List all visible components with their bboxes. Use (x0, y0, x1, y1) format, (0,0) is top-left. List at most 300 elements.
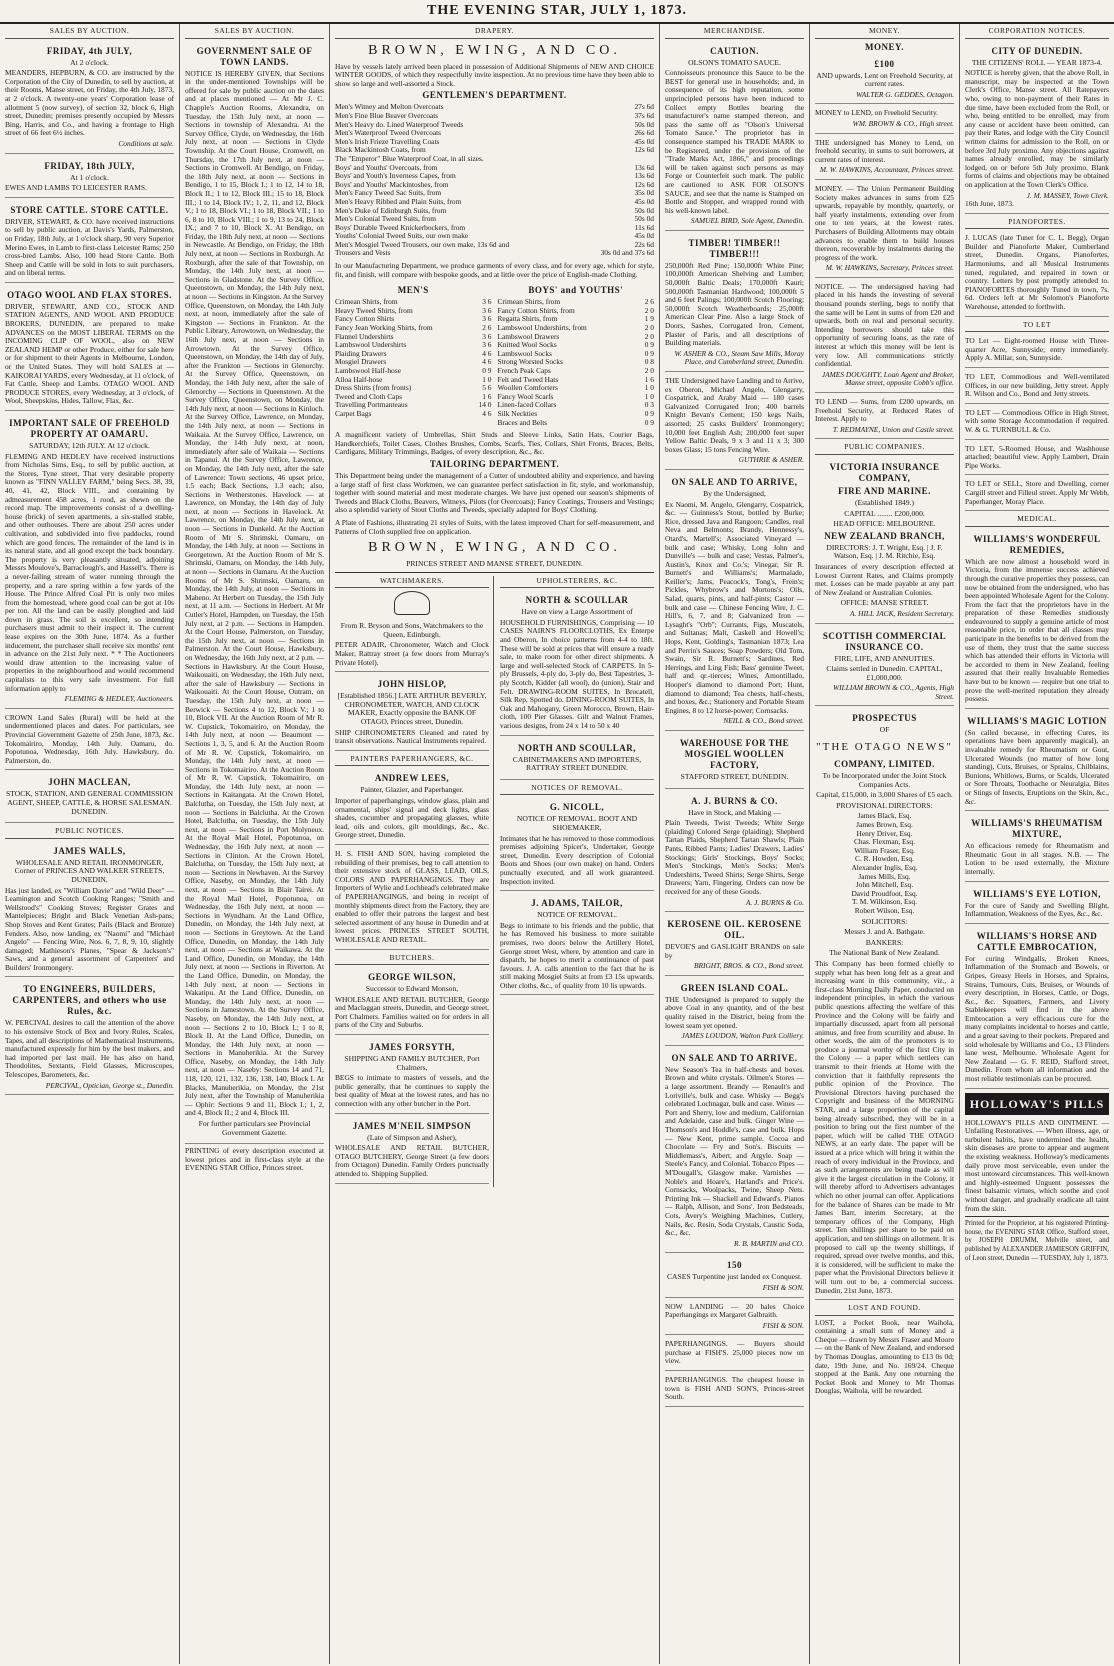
section-heading: SALES BY AUCTION. (185, 26, 324, 39)
ad-sub: Have in Stock, and Making — (688, 807, 781, 817)
item-name: Woollen Comforters (497, 383, 558, 393)
ad-sub: STOCK, STATION, AND GENERAL COMMISSION AGENT, SHEEP, CATTLE, & HORSE SALESMAN. DUNEDIN. (6, 789, 173, 816)
advertisement (500, 798, 654, 891)
advertisement (665, 792, 804, 913)
fashion-plate-text: A Plate of Fashions, illustrating 21 styles of Suits, with the latest improved Chart for self-measurement, and Patterns of Cloth supplied free on application. (335, 517, 654, 536)
item-price: 1 9 (644, 314, 654, 324)
item-name: Braces and Belts (497, 417, 548, 427)
ad-body: NOTICE is hereby given, that the above Roll, in manuscript, may be inspected at the Town Clerk's Office, Manse street. All Ratepayers who, owing to non-payment of their Rates in due time, have been excluded from the Roll, or who, being entitled to be enrolled, may from any cause or accident have been omitted, can pay their Rates, and lodge with the City Council written claims for admission to the Roll, on or before 3rd July proximo. Any objections against names already enrolled, may be similarly lodged, on or before 5th July proximo. Blank forms of claims and objections may be obtained on application at the Town Clerk's Office. (965, 68, 1109, 189)
director-name: David Proudfoot, Esq. (851, 888, 918, 898)
ad-body: THE Undersigned have Landing and to Arrive, ex Oberon, Michael Angelo, Glengarry, Cospatrick, and Araby Maid — 180 cases Galvanized Corrugated Iron; 400 barrels Knight Bevan's Cement; 150 kegs Nails, assorted; 25 casks Builders' Ironmongery; 10,000 feet English Ash; 200,000 feet super Yellow Baltic Deals, 9 x 3 and 11 x 3; 300 boxes Glass; 15 tons Fencing Wire. (665, 376, 804, 454)
advertisement (335, 968, 489, 1035)
ad-sign: A. J. BURNS & Co. (745, 897, 804, 907)
ad-sign: JAMES LOUDON, Walton Park Colliery. (681, 1031, 804, 1041)
ad-sign: FLEMING & HEDLEY, Auctioneers. (64, 694, 174, 704)
paper-name: "THE OTAGO NEWS" (816, 741, 953, 754)
item-name: Men's Colonial Tweed Suits, from (335, 214, 437, 224)
ad-title: COMPANY, LIMITED. (834, 759, 935, 770)
advertisement (665, 915, 804, 976)
ad-sign: BRIGHT, BROS. & CO., Bond street. (693, 961, 804, 971)
item-name: Crimean Shirts, from (497, 297, 561, 307)
ad-title: JAMES FORSYTH, (369, 1042, 455, 1053)
item-name: Men's Duke of Edinburgh Suits, from (335, 205, 447, 215)
item-name: Fancy Cotton Shirts (335, 314, 395, 324)
pianoforte-ad: J. LUCAS (late Tuner for C. L. Begg), Organ Builder and Pianoforte Maker, Cumberland street, Dunedin. Organs, Pianofortes, Harmoniums, and all Musical Instruments tuned, regulated, and repaired in town or country. Letters by post promptly attended to. PIANOFORTES thoroughly Tuned in town, 7s. 6d. Orders left at Mr Solomon's Pianoforte Warehouse, attended to forthwith. (965, 232, 1109, 316)
ad-sign: M. W. HAWKINS, Accountant, Princes street. (819, 165, 954, 175)
advertisement (5, 201, 174, 283)
ad-body: Has just landed, ex "William Davie" and "Wild Deer" — Leamington and Scotch Cooking Ranges; "Smith and Wellstood's" Cooking Stoves; Register Grates and Mantelpieces; Bright and Black Venetian Ash-pans; Shop Stoves and Kent Grates; Pails (Black and Bronze) Fenders. Also, now landing, ex "Naomi" and "Michael Angelo" — Fencing Wire, Nos. 6, 7, 8, 9, 10, slightly damaged; Mathieson's Planes, "Spear & Jackson's" Saws, and a general assortment of Carpenters' and Builders' Ironmongery. (5, 885, 174, 972)
item-name: Fancy Wool Scarfs (497, 391, 554, 401)
firm-address: PRINCES STREET AND MANSE STREET, DUNEDIN. (406, 559, 583, 569)
mens-heading: MEN'S (397, 285, 429, 296)
firm-name: BROWN, EWING, AND CO. (368, 42, 621, 58)
item-name: Boys' Durable Tweed Knickerbockers, from (335, 222, 466, 232)
firm-name: BROWN, EWING, AND CO. (368, 540, 621, 556)
ad-sub: Have on view a Large Assortment of (521, 607, 633, 617)
item-price: 14 0 (478, 400, 492, 410)
advertisement (665, 1049, 804, 1253)
ad-sign: T. REDMAYNE, Union and Castle street. (832, 424, 954, 434)
item-price: 27s 6d (634, 102, 654, 112)
item-name: Felt and Tweed Hats (497, 374, 559, 384)
ad-sub: At 1 o'clock. (70, 172, 109, 182)
ad-body: Intimates that he has removed to those commodious premises adjoining Spicer's, Undertaker, George street, Dunedin. Every description of Colonial Boots and Shoes (our own make) on hand. Orders punctually executed, and all work guaranteed. Inspection invited. (500, 833, 654, 886)
section-heading: PAINTERS PAPERHANGERS, &C. (335, 754, 489, 767)
advertisement (5, 157, 174, 198)
item-name: Lambswool Undershirts (335, 340, 407, 350)
item-price: 0 3 (644, 400, 654, 410)
ad-body: W. PERCIVAL desires to call the attention of the above to his extensive Stock of Box and Ivory Rules, Scales, Tapes, and all descriptions of Mathematical Instruments, manufactured expressly for him by the best makers, and had imported per last mail. He has also on hand, Theodolites, Sextants, Field Glasses, Microscopes, Telescopes, Barometers, &c. (5, 1018, 174, 1080)
ad-title: TO ENGINEERS, BUILDERS, CARPENTERS, and others who use Rules, &c. (12, 984, 167, 1017)
ad-body: An efficacious remedy for Rheumatism and Rheumatic Gout in all stages. N.B. — The Lotion to be used externally, the Mixture internally. (965, 841, 1109, 876)
gents-price-list (335, 103, 654, 258)
ad-sub: To be Incorporated under the Joint Stock Companies Acts. (822, 771, 947, 789)
item-name: Boys' and Youth's Inverness Capes, from (335, 171, 456, 181)
section-heading: CORPORATION NOTICES. (965, 26, 1109, 39)
ad-title: OTAGO WOOL AND FLAX STORES. (7, 289, 172, 300)
ad-sub: Capital, £15,000, in 3,000 Shares of £5 each. (816, 790, 953, 800)
ad-title: ON SALE AND TO ARRIVE. (671, 1052, 798, 1063)
advertisement (665, 1374, 804, 1407)
royal-arms-icon (394, 591, 430, 615)
ad-title: G. NICOLL, (549, 802, 605, 813)
holloway-text: HOLLOWAY'S PILLS AND OINTMENT. — Unfailing Restoratives. — When illness, age, or turbulent habits, have undermined the health, skin diseases are prone to appear and augment the existing weakness. Holloway's medicaments daily prove most serviceable, even under the most untoward circumstances. This well-known and highly-esteemed Unguent possesses the finest balsamic virtues, which soothe and cool without danger, and gradually eradicate all taint from the skin. (965, 1117, 1109, 1213)
item-price: 4 6 (482, 348, 492, 358)
ad-title: SCOTTISH COMMERCIAL INSURANCE CO. (822, 630, 947, 652)
item-name: Carpet Bags (335, 408, 372, 418)
item-price: 1 0 (644, 391, 654, 401)
section-heading: MERCHANDISE. (665, 26, 804, 39)
ad-body: Which are now almost a household word in Victoria, from the immense success achieved through the curative properties they possess, can now be obtained from the undersigned, who has been appointed Wholesale Agent for the Colony. From the fact that the proprietors have in the preparation of these Remedies studiously endeavoured to supply a genuine article of most reasonable price, in order that all classes may participate in the benefits to be derived from the use of them, they trust that the same success which has attended their efforts in Victoria will be accorded to them in New Zealand, feeling assured that their really Invaluable Remedies have but to be known — require but one trial to prove the well-merited reputation they already possess. (965, 556, 1109, 704)
column-land-sales (180, 24, 330, 1664)
column-corporation (960, 24, 1114, 1664)
manufacturing-text: In our Manufacturing Department, we produce garments of every class, and for every age, which for style, fit, and finish, will compare with bespoke goods, and at little over the price of English-made Clothing. (335, 261, 654, 279)
item-price: 3 6 (482, 340, 492, 350)
ad-title: GEORGE WILSON, (368, 972, 456, 983)
ad-sub: FIRE, LIFE, AND ANNUITIES. (834, 653, 935, 663)
advertisement (5, 414, 174, 709)
advertisement (815, 107, 954, 133)
ad-sub: Messrs J. and A. Bathgate. (844, 927, 925, 937)
ad-sign: JAMES DOUGHTY, Loan Agent and Broker, Manse street, opposite Cobb's office. (821, 369, 954, 388)
to-let-ad: TO LET, Commodious and Well-ventilated Offices, in our new building, Jetty street. Apply R. Wilson and Co., Bond and Jetty streets. (965, 371, 1109, 404)
advertisement (815, 183, 954, 278)
ad-sub: [Established 1856.] LATE ARTHUR BEVERLY, CHRONOMETER, WATCH, AND CLOCK MAKER, Exactly opposite the BANK OF OTAGO, Princes street, Dunedin. (337, 691, 487, 727)
ad-sign: NEILL & CO., Bond street. (723, 716, 804, 726)
item-name: Boys' and Youths' Mackintoshes, from (335, 179, 449, 189)
item-name: Mosgiel Drawers (335, 357, 387, 367)
section-heading: LOST AND FOUND. (815, 1303, 954, 1316)
public-notices (5, 842, 174, 1095)
ad-sub: At 2 o'clock. (70, 57, 109, 67)
advertisement (335, 1117, 489, 1184)
item-name: Men's Irish Frieze Travelling Coats (335, 136, 440, 146)
item-name: Black Mackintosh Coats, from (335, 145, 426, 155)
ad-body: CROWN Land Sales (Rural) will be held at the undermentioned places and dates. For particulars, see Provincial Government Gazette of 25th June, 1873, &c. Tokomairiro, Monday, 14th July. Oamaru, do. Popotunoa, Wednesday, 16th July. Hawksbury, do. Palmerston, do. (5, 712, 174, 765)
ad-sign: WALTER G. GEDDES, Octagon. (856, 89, 954, 99)
column-auctions (0, 24, 180, 1664)
ad-body: Ex Naomi, M. Angelo, Glengarry, Cospatrick, &c. — Guinness's Stout, bottled by Burke; Rice, dressed Java and Rangoon; Candles, real Neva and Belmonts; Brandy, Hennessy's, Otard's, Martell's; Associated Vineyard — bulk and case; Whisky, Long John and Dunville's — bulk and case; Vestas, Palmer's, Austin's, Knox and Co.'s; Vinegar, Sir R. Burnett's and Williams's; Marmalade, Keiller's; Jams, Peacock's, Tong's, Frein's; Pickles, Whybrow's and Mortons's; Oils, Salad, quarts, pints, and half-pints; Castor — bulk and case — Chinese Fencing Wire, J. C. Hill's, 6, 7, and 8; Galvanized Iron — Lysaght's "Orb"; Currants, Figs, Muscatels, and Sultanas; Malt, Caskell and Howell's; Hops, Kent, Golding's, Tasmanian 1873; Lea and Perrin's Sauces; Soap Powders; Old Tom, Swain, Sir R. Burnett's; Sardines, Red Herrings, and Ling Fish; Bass' genuine Tweet, half and qr.-tierces; Wines, Amontillado, Hooper's diamond to diamond Port; Hunt, diamond to diamond; Tea chests, half-chests, and boxes, &c.; Stationery and Portable Steam Engines, 8 to 12 horse-power; Cornsacks. (665, 499, 804, 715)
item-price: 1 6 (482, 391, 492, 401)
item-price: 1 0 (482, 374, 492, 384)
ad-title: ANDREW LEES, (374, 773, 450, 784)
ad-sub: By the Undersigned, (703, 488, 766, 498)
ad-sub: HEAD OFFICE: MELBOURNE. (833, 519, 936, 529)
ad-sign: WILLIAM BROWN & CO., Agents, High Street. (833, 683, 954, 701)
advertisement (335, 675, 489, 751)
ad-title: GOVERNMENT SALE OF TOWN LANDS. (196, 45, 313, 67)
ad-body: For the cure of Sandy and Swelling Blight, Inflammation, Weakness of the Eyes, &c., &c. (965, 900, 1109, 919)
ad-title: FRIDAY, 4th JULY, (46, 45, 133, 56)
ad-body: NOTICE. — The undersigned having had placed in his hands the investing of several thousand pounds sterling, begs to notify that the same will be Lent in sums of from £20 and upwards, both on real and personal security. Intending borrowers should take this opportunity of securing loans, as the rate of interest at which this money will be lent is very low. All communications strictly confidential. (815, 281, 954, 369)
item-name: Alloa Half-hose (335, 374, 383, 384)
divider (965, 1216, 1109, 1217)
ad-sub: OLSON'S TOMATO SAUCE. (688, 57, 781, 67)
medical-ad (965, 712, 1109, 811)
item-price: 2 0 (644, 331, 654, 341)
price-tables (335, 283, 654, 427)
ad-body: BEGS to intimate to masters of vessels, and the public generally, that he continues to supply the best quality of Meat at the lowest rates, and has no connection with any other butcher in the Port. (335, 1073, 489, 1109)
section-heading: NOTICES OF REMOVAL. (500, 783, 654, 796)
item-price: 30s 0d and 37s 6d (600, 248, 654, 258)
item-price: 4 6 (482, 357, 492, 367)
section-heading: PIANOFORTES. (965, 217, 1109, 230)
item-name: Men's Fancy Tweed Sac Suits, from (335, 188, 442, 198)
item-name: Tweed and Cloth Caps (335, 391, 403, 401)
advertisement (665, 979, 804, 1046)
item-price: 3 6 (482, 314, 492, 324)
advertisement (5, 42, 174, 154)
ad-title: JAMES WALLS, (53, 845, 126, 856)
ad-sub: STAFFORD STREET, DUNEDIN. (680, 771, 789, 781)
ad-body: For curing Windgalls, Broken Knees, Inflammation of the Stomach and Bowels, or Gripes, Greasy Heels in Horses, and Sprains, Strains, Tumours, Cuts, Bruises, or Wounds of every description, in Horses, Cattle, or Dogs, &c., &c. Squatters, Farmers, and Livery Stablekeepers will find in the above Embrocation a very efficacious cure for the many complaints incidental to horses and cattle, and a great saving to their pockets. Prepared and sold wholesale by Williams and Co., 13 Flinders lane west, Melbourne. Wholesale Agent for New Zealand — G. F. REID, Stafford street, Dunedin. From whom all information and the most reliable testimonials can be procured. (965, 953, 1109, 1084)
accessories-text: A magnificent variety of Umbrellas, Shirt Studs and Sleeve Links, Satin Hats, Courier Bags, Handkerchiefs, Toilet Cases, Clothes Brushes, Combs, Scarfs, Ties, Collars, Shirt Fronts, Braces, Belts, Cardigans, Military Trimmings, Badges, of every description, &c., &c. (335, 430, 654, 457)
item-name: Men's Mosgiel Tweed Trousers, our own make, 13s 6d and (335, 239, 510, 249)
lower-drapery-split (335, 576, 654, 1187)
ad-sign: M. W. HAWKINS, Secretary, Princes street. (825, 263, 954, 273)
item-price: 3 6 (482, 297, 492, 307)
item-price: 12s 6d (634, 145, 654, 155)
item-price: 50s 0d (634, 205, 654, 215)
ad-body: WHOLESALE AND RETAIL BUTCHER, George and Maclaggan streets, Dunedin, and George street, Port Chalmers. Families waited on for orders in all parts of the City and Suburbs. (335, 994, 489, 1030)
ad-sign: Conditions at sale. (118, 138, 174, 148)
ad-title: A. J. BURNS & CO. (691, 795, 778, 806)
item-price: 0 9 (644, 348, 654, 358)
section-heading: WATCHMAKERS. (335, 576, 489, 589)
dept-heading: TAILORING DEPARTMENT. (429, 458, 560, 469)
advertisement (500, 894, 654, 995)
medical-ad (965, 885, 1109, 924)
ad-body: DRIVER, STEWART, & CO. have received instructions to sell by public auction, at Davis's Yards, Palmerston, on Friday, 18th July, at 1 o'clock sharp, 90 very Superior Merino Ewes, in Lamb to first-class Leicester Rams; 250 cross-bred Lambs. Also, 100 head Store Cattle. Both Sheep and Cattle will be sold in lots to suit purchasers, and on liberal terms. (5, 216, 174, 278)
scottish-insurance-ad (815, 627, 954, 707)
advertisement (5, 773, 174, 823)
ad-body: TO LEND — Sums, from £200 upwards, on Freehold Security, at Reduced Rates of Interest. Apply to (815, 397, 954, 424)
ad-title: PROSPECTUS (852, 713, 917, 724)
ad-title: WILLIAMS'S WONDERFUL REMEDIES, (973, 533, 1101, 555)
ad-body: EWES AND LAMBS TO LEICESTER RAMS. (5, 183, 147, 193)
medical-ad (965, 927, 1109, 1089)
money-heading: MONEY. (865, 41, 904, 52)
item-price: 1 6 (644, 374, 654, 384)
ad-body: PAPERHANGINGS. — Buyers should purchase at FISH'S. 25,000 pieces now on view. (665, 1339, 804, 1366)
ad-sign: FISH & SON. (762, 1320, 804, 1330)
item-name: Flannel Undershirts (335, 331, 394, 341)
director-name: John Mitchell, Esq. (855, 880, 914, 890)
section-heading: PUBLIC COMPANIES. (815, 442, 954, 455)
advertisement (5, 712, 174, 771)
auction-ads (5, 42, 174, 824)
printing-notice: PRINTING of every description executed at lowest prices and in first-class style at the EVENING STAR Office, Princes street. (185, 1146, 324, 1173)
ad-title: CITY OF DUNEDIN. (991, 45, 1083, 56)
item-name: Lambswool Socks (497, 348, 552, 358)
item-name: Travelling Portmanteaus (335, 400, 408, 410)
price-row (498, 419, 655, 428)
ad-sub: (Established 1849.) (854, 497, 915, 507)
ad-body: DEVOE'S and GASLIGHT BRANDS on sale by (665, 942, 804, 960)
ad-body: NOTICE IS HEREBY GIVEN, that Sections in the under-mentioned Townships will be offered for sale by public auction on the dates and at places mentioned — At Mr J. C. Chapple's Auction Rooms, Alexandra, on Tuesday, the 15th July next, at noon — Sections in township of Alexandra. At the Survey Office, Clyde, on Wednesday, the 16th July next, at noon — Sections in Clyde Township. At the Court House, Cromwell, on Thursday, the 17th July next, at noon — Sections in Cromwell. At Bendigo, on Friday, the 18th July next, at noon — Sections in Bendigo, 1 to 15, Block I.; 1 to 12, 14 to 18, Block II.; 1 to 12, Block III.; 15 to 18, Block III.; 1 to 14, Block IV.; 1, 2, 11, and 12, Block V.; 1 to 18, Block VI.; 1 to 18, Block VII.; 1 to 6, 8 to 10, Block VIII.; 1 to 9, 13 to 24, Block IX.; and 7 to 10, Block X. At Bendigo, on Friday, the 18th July next, at noon — Sections in Newcastle. At Bendigo, on Friday, the 18th July next, at noon — Sections in Roxburgh. At Roxburgh, after the sale of that Township, on Monday, the 14th July next, at noon — Sections in Gladstone. At the Survey Office, Queenstown, on Monday, the 14th July next, at noon — Sections in Kingston. At the Survey Office, Queenstown, on Monday, the 14th July next, at noon, immediately after the sale of Kingston — Sections in Frankton. At the Public Library, Arrowtown, on Wednesday, the 16th July next, at noon — Sections in Arrowtown. At the Survey Office, Queenstown, on Monday, the 14th day of July, after the Frankton — Sections in Glenorchy. At the Survey Office, Queenstown, on Monday, the 14th July next, after the sale of Glenorchy — Sections in Queenstown. At the Survey Office, Queenstown, on Monday, the 14th July next, at noon — Sections in Kinloch. At the Survey Office, Lawrence, on Monday, the 14th July next, at noon — Sections in Waikaia. At the Survey Office, Lawrence, on Monday, the 14th July next, at noon, immediately after sale of Waikaia — Sections in Tapanui. At the Survey Office, Lawrence, on Monday, the 14th July next, after the sale of Lawrence: Town sections, 46 upset price, 1.5 each; Back Sections, 1.3 each; also, Sections in Wetherstones. Havelock — at Lawrence, on Monday, the 14th day of July next, at noon — Sections in Havelock. At Lawrence, on Monday, the 14th July next, at noon — Sections in Dunkeld. At the Auction Room of Mr S. Shrimski, Oamaru, on Monday, the 14th July, at noon — Sections in Georgetown. At the Auction Room of Mr S. Shrimski, Oamaru, on Monday, the 14th July, at noon — Sections in Oamaru. At the Auction Rooms of Mr S. Shrimski, Oamaru, on Monday, the 14th July, at noon — Sections in Maheno. At Herbert on Tuesday, the 15th July next, at 11 a.m. — Sections in Herbert. At Mr Cutler's Hotel, Hampden, on Tuesday, the 15th July next, at 2 p.m. — Sections in Hampden. At the Court House, Palmerston, on Tuesday, the 15th July next, at noon — Sections in Palmerston. At the Court House, Hawksbury, on Wednesday, the 16th July next, at 2 p.m. — Sections in Hawksbury. At the Court House, Waikouaiti, on Wednesday, the 16th July next, after the sale of Hawksbury — Sections in Waikouaiti. At the Court House, Outram, on Tuesday, the 15th July next, at noon — Berwick — Sections 4 to 12, Block V.; 1 to 10, Block VII. At the Auction Room of Mr R. W. Cupstick, Tokomairiro, on Monday, the 14th July next, at noon — Beaumont — Sections 1, 3, 5, and 6. At the Auction Room of Mr R. W. Cupstick, Tokomairiro, on Monday, the 14th July next, at noon — Sections in Tokomairiro. At the Auction Room of Mr R. W. Cupstick, Tokomairiro, on Monday, the 14th July next, at noon — Sections in Kaitangata. At the Crown Hotel, Balclutha, on Tuesday, the 15th July next, at noon — Sections in Balclutha. At the Crown Hotel, Balclutha, on Tuesday, the 15th July next, at noon — Sections in Port Molyneux. At the Royal Mail Hotel, Popotunoa, on Wednesday, the 16th July next, at noon — Sections in Clinton. At the Crown Hotel, Balclutha, on Tuesday, the 15th July next, at noon — Sections in Newhaven. At the Survey Office, Naseby, on Monday, the 14th July next, at noon — Sections in Blair Tairei. At the Royal Mail Hotel, Popotunoa, on Wednesday, the 16th July next, at noon — Sections in Wyndham. At the Land Office, Dunedin, on Monday, the 14th July next, at noon — Sections in Greytown. At the Land Office, Dunedin, on Monday, the 14th July next, at noon — Sections at Waikawa. At the Land Office, Dunedin, on Monday, the 14th July next, at noon — Sections in Riverton. At the Land Office, Dunedin, on Monday, the 14th July next, at noon — Sections in Wakatipu. At the Land Office, Dunedin, on Monday, the 14th July next, at noon — Sections in Jamestown. At the Survey Office, Naseby, on Monday, the 14th July next, at noon — Sections 2 to 10, Block I.; 1 to 8, Block II. At the Land Office, Dunedin, on Monday, the 14th July next, at noon — Sections in Manuherikia. At the Survey Office, Naseby, on Monday, the 14th July next, at noon — Naseby: Sections 14 and 71, 118, 120, 121, 132, 136, 138, 140, Block I. At Blacks, Manuherikia, on Monday, the 21st July next, after the Township of Manuherikia — Ophir: Sections 9 and 11, Block I.; 1, 2, and 4, Block II.; 2 and 4, Block III. (185, 68, 324, 1118)
advertisement (335, 618, 489, 672)
ad-title: WILLIAMS'S HORSE AND CATTLE EMBROCATION, (976, 930, 1098, 952)
ad-sub: CAPITAL ........ £200,000. (844, 508, 925, 518)
lost-notice: LOST, a Pocket Book, near Waihola, containing a small sum of Money and a Cheque — drawn by Messrs Fraser and Moore — on the Bank of New Zealand, and endorsed by Thomas Douglas, amounting to £13 0s 0d; date, 19th June, and No. 169/24. Cheque stopped at the Bank. Any one returning the Pocket Book and Money to Mr Thomas Douglas, Waihola, will be rewarded. (815, 1317, 954, 1396)
ad-title: JAMES M'NEIL SIMPSON (352, 1120, 472, 1131)
item-price: 22s 6d (634, 239, 654, 249)
item-price: 2 0 (644, 323, 654, 333)
ad-body: THE undersigned has Money to Lend, on freehold security, in sums to suit borrowers, at current rates of interest. (815, 137, 954, 164)
advertisement (665, 375, 804, 470)
ad-body: This Company has been formed chiefly to supply what has been long felt as a great and increasing want in this community, viz., a first-class Morning Daily Paper, conducted on independent principles, in which the various public questions affecting the welfare of this Province and the Colony will be fairly and impartially discussed, apart from all personal animus, and free from scurrility and abuse. In other words, the aim of the promoters is to produce a journal worthy of the first City in the Colony — a paper which settlers can transmit to their friends at Home with the conviction that it faithfully represents the public opinion of the Province. The Provisional Directors having purchased the Copyright and business of the MORNING STAR, and a large proportion of the capital being already subscribed, they will be in a position to bring out the first number of the paper, which will be called THE OTAGO NEWS, at an early date. The paper will be issued at a price which will bring it within the reach of every individual in the Province, and as such arrangements are being made as will give it the largest circulation in the Colony, it will thereby afford to Advertisers advantages which no other journal can offer. Applications for the balance of Shares can be made to Mr James Barr, interim Secretary, at the temporary offices of the Company, High street. Ten shillings per share to be paid on application, and ten shillings on allotment. It is proposed to call up the twenty shillings, if required, spread over twelve months, and this, it is considered, will be sufficient to make the paper what the Provisional Directors believe it will turn out to be, a commercial success. Dunedin, 21st June, 1873. (815, 958, 954, 1295)
column-money (810, 24, 960, 1664)
ad-body: Importer of paperhangings, window glass, plain and ornamental, ships' signal and deck lights, glass shades, cucumber and propagating glasses, white lead, oils and colors, gilt mouldings, &c., &c. George street, Dunedin. (335, 796, 489, 840)
ad-title: NORTH AND SCOULLAR, (518, 742, 636, 753)
ad-body: Begs to intimate to his friends and the public, that he has Removed his business to more suitable premises, two doors below the Artillery Hotel, George street West, where, by attention and care in dispatch, he hopes to merit a continuance of past favours. J. A. calls attention to the fact that he is still making Mosgiel Suits at from £3 15s upwards. Other cloths, &c., of quality from 10 lis upwards. (500, 920, 654, 990)
item-name: Knitted Wool Socks (497, 340, 557, 350)
ad-sign: SAMUEL BIRD, Sole Agent, Dunedin. (690, 216, 804, 226)
advertisement (665, 734, 804, 789)
item-name: Men's Heavy Ribbed and Plain Suits, from (335, 196, 462, 206)
price-row (335, 249, 654, 258)
advertisement (5, 842, 174, 978)
advertisement (335, 1038, 489, 1114)
item-price: 13s 6d (634, 162, 654, 172)
item-name: Strong Worsted Socks (497, 357, 563, 367)
ad-title: 150 (727, 1260, 742, 1271)
ad-title: VICTORIA INSURANCE COMPANY, (829, 461, 940, 483)
ad-body: Connoisseurs pronounce this Sauce to be the BEST for general use in households; and, in consequence of its high reputation, some unprincipled persons have been induced to Collect empty Bottles bearing the manufacturer's name stamped thereon, and pass the same off as "Olson's Universal Tomato Sauce." The proprietor has in consequence stamped his TRADE MARK to be Registered, under the provisions of the "Trade Marks Act, 1866," and proceedings will be taken against such persons as may Forge or Counterfeit such mark. The public are cautioned to ASK FOR OLSON'S SAUCE, and see that the name is Stamped on Bottle and Stopper, and wrapped round with his well-known label. (665, 68, 804, 215)
ad-sub: From R. Bryson and Sons, Watchmakers to the Queen, Edinburgh. (340, 621, 484, 639)
advertisement (5, 980, 174, 1095)
to-let-ad: TO Let — Eight-roomed House with Three-quarter Acre, Sunnyside; entry immediately. Apply A. Millar, son, Sunnyside. (965, 335, 1109, 368)
ad-sub: NOTICE OF REMOVAL. BOOT AND SHOEMAKER, (516, 814, 638, 832)
corporation-notice (965, 42, 1109, 214)
to-let-ad: TO LET — Commodious Office in High Street, with some Storage Accommodation if required. W. & G. TURNBULL & Co. (965, 407, 1109, 440)
item-price: 2 6 (482, 323, 492, 333)
ad-title: STORE CATTLE. STORE CATTLE. (10, 204, 169, 215)
item-price: 12s 6d (634, 179, 654, 189)
ad-sub: Claims settled in Dunedin. CAPITAL, £1,000,000. (826, 664, 943, 682)
advertisement (665, 234, 804, 372)
director-name: Robert Wilson, Esq. (854, 905, 915, 915)
ad-title: IMPORTANT SALE OF FREEHOLD PROPERTY AT OAMARU. (9, 418, 170, 439)
ad-body: Insurances of every description effected at Lowest Current Rates, and Claims promptly met. Losses can be made payable at any part of New Zealand or Australian Colonies. (815, 561, 954, 597)
director-name: Chas. Flexman, Esq. (854, 837, 915, 847)
prospectus-ad (815, 709, 954, 1300)
ad-title: JOHN HISLOP, (377, 679, 447, 690)
item-price: 2 0 (644, 305, 654, 315)
section-heading: MONEY. (815, 26, 954, 39)
ad-footnote: For further particulars see Provincial Government Gazette. (198, 1119, 311, 1137)
holloways-pills-banner: HOLLOWAY'S PILLS (965, 1093, 1109, 1115)
advertisement (665, 1256, 804, 1297)
ad-title: NORTH & SCOULLAR (525, 595, 629, 606)
ad-title: GREEN ISLAND COAL. (680, 982, 789, 993)
item-name: Silk Neckties (497, 408, 538, 418)
ad-title: WILLIAMS'S MAGIC LOTION (967, 715, 1107, 726)
ad-body: HOUSEHOLD FURNISHINGS, Comprising — 10 CASES NAIRN'S FLOORCLOTHS, Ex Enterpe and Oberon, In choice patterns from 4-4 to 18ft. These will be sold at prices that will ensure a ready sale, to make room for other direct shipments. A large and well-selected Stock of CARPETS. In 5-ply Brussels, 4-ply do, 3-ply do, Best Tapestries, 3-ply Scotch, Kidder (all wool), do (union), Stair and Felt. DRAWING-ROOM SUITES, In Brocatell, Silk Rep, Spotted do. DINING-ROOM SUITES, In Oak and Mahogany, Green Morocco, Brown, Hair-cloth, 100 Pier Glasses. Gilt and Walnut Frames, various designs, from 24 x 14 to 50 x 40 (500, 617, 654, 730)
ad-sub: BANKERS: (865, 937, 904, 947)
item-name: Fancy Cotton Shirts, from (497, 305, 575, 315)
item-name: The "Emperor" Blue Waterproof Coat, in all sizes. (335, 153, 484, 163)
ad-body: DRIVER, STEWART, AND CO., STOCK AND STATION AGENTS, AND WOOL AND PRODUCE BROKERS, DUNEDIN, are prepared to make ADVANCES on the MOST LIBERAL TERMS on the INCOMING CLIP OF WOOL, also on NEW ZEALAND HEMP or other Produce, either for sale here or for shipment to their Agents in Melbourne, London, or the United States. They will hold SALES at — KAIKORAI YARDS, every Wednesday, at 11 o'clock, of Fat Cattle, Sheep and Lambs. OTAGO WOOL AND PRODUCE STORES, every Wednesday, at 3 o'clock, of Wool, Sheepskins, Hides, Tallow, Flax, &c. (5, 301, 174, 406)
ad-body: PAPERHANGINGS. The cheapest house in town is FISH AND SON'S, Princes-street South. (665, 1375, 804, 1402)
ad-sign: W. ASHER & CO., Steam Saw Mills, Moray Place, and Cumberland street, Dunedin. (674, 348, 804, 367)
advertisement (665, 1301, 804, 1336)
advertisement (665, 1338, 804, 1371)
item-name: Linen-faced Collars (497, 400, 557, 410)
section-heading: TO LET (965, 320, 1109, 333)
ad-title: NEW ZEALAND BRANCH, (824, 530, 945, 541)
ad-title: J. ADAMS, TAILOR, (531, 898, 623, 909)
advertisement (5, 286, 174, 411)
ad-title: WILLIAMS'S RHEUMATISM MIXTURE, (971, 818, 1103, 840)
item-price: 3 6 (482, 331, 492, 341)
item-price: 45s 0d (634, 136, 654, 146)
section-heading: MEDICAL. (965, 514, 1109, 527)
item-name: Regatta Shirts, from (497, 314, 558, 324)
intro-text: Have by vessels lately arrived been placed in possession of Additional Shipments of NEW AND CHOICE WINTER GOODS, of which they respectfully invite inspection. At no previous time have they been able to show so large and well-assorted a Stock. (335, 61, 654, 88)
page-columns (0, 24, 1114, 1664)
imprint: Printed for the Proprietor, at his registered Printing-house, the EVENING STAR Office, Stafford street, by JOSEPH DRUMM, Melville street, and published by ALEXANDER JAMIESON GRIFFIN, of Leon street, Dunedin — TUESDAY, July 1, 1873. (965, 1220, 1109, 1262)
item-name: Men's Witney and Melton Overcoats (335, 102, 444, 112)
item-price: 13s 6d (634, 171, 654, 181)
advertisement (335, 848, 489, 950)
masthead: THE EVENING STAR, JULY 1, 1873. (0, 0, 1114, 24)
ad-sub: OF (879, 725, 890, 735)
advertisement (500, 739, 654, 780)
ad-sub: Successor to Edward Monson, (365, 984, 459, 994)
medical-ad (965, 814, 1109, 881)
ad-sub: AND upwards, Lent on Freehold Security, at current rates. (816, 70, 953, 89)
advertisement (665, 42, 804, 231)
ad-body: (So called because, in effecting Cures, its operations have been apparently magical), an invaluable remedy for Rheumatism or Gout, Ulcerated Wounds (no matter of how long standing), Cuts, Bruises, or Sprains, Chilblains, Bunions, Whitlows, Burns, or Scalds, Ulcerated or Sore Throats, Toothache or Neuralgia, Bites or Stings of Insects, Eruptions on the Skin, &c., &c. (965, 727, 1109, 806)
item-price: 0 9 (644, 417, 654, 427)
to-let-ad: TO LET, 5-Roomed House, and Washhouse attached; beautiful view. Apply Lambert, Drain Pipe Works. (965, 443, 1109, 476)
ad-sub: DIRECTORS: J. T. Wright, Esq. | J. F. Watson, Esq. | J. M. Ritchie, Esq. (826, 542, 943, 561)
item-price: 45s 0d (634, 231, 654, 241)
director-name: Henry Driver, Esq. (856, 828, 913, 838)
price-row (335, 410, 492, 419)
ad-sub: NOTICE OF REMOVAL. (537, 910, 617, 920)
ad-sub: Painter, Glazier, and Paperhanger. (360, 785, 464, 795)
item-name: Men's Heavy do. Lined Waterproof Tweeds (335, 119, 464, 129)
advertisement (815, 137, 954, 180)
item-price: 0 8 (644, 357, 654, 367)
director-name: C. R. Howden, Esq. (855, 854, 914, 864)
ad-title: CAUTION. (710, 45, 759, 56)
item-name: Lambswool Half-hose (335, 366, 401, 375)
ad-body: PETER ADAIR, Chronometer, Watch and Clock Maker, Rattray street (a few doors from Murray's Private Hotel). (335, 640, 489, 667)
director-name: Alexander Inglis, Esq. (851, 863, 918, 872)
ad-title: WILLIAMS'S EYE LOTION, (973, 888, 1101, 899)
item-price: 11s 6d (634, 222, 654, 232)
ad-body: 250,000ft Red Pine; 150,000ft White Pine; 100,000ft American Shelving and Lumber; 50,000ft Baltic Deals; 170,000ft Kauri; 500,000ft Tasmanian Hardwood; 100,000ft 5 and 6 feet Palings; 100,000ft Scotch Flooring; 50,000ft Scotch Weatherboards; 25,000ft American Clear Pine. Also a large Stock of Doors, Sashes, Corrugated Iron, Cement, Plaster of Paris, and all descriptions of Building materials. (665, 260, 804, 348)
ad-body: H. S. FISH AND SON, having completed the rebuilding of their premises, beg to call attention to their extensive stock of GLASS, LEAD, OILS, COLORS AND PAPERHANGINGS. They are Importers of Wylie and Lochhead's celebrated make of PAPERHANGINGS, and being in receipt of monthly shipments direct from the Factory, they are enabled to offer their patrons the largest and best selected assortment of any house in Dunedin and at lowest prices. PRINCES STREET SOUTH, WHOLESALE AND RETAIL. (335, 848, 489, 944)
ad-body: MEANDERS, HEPBURN, & CO. are instructed by the Corporation of the City of Dunedin, to sell by auction, at their Rooms, Manse street, on Friday, the 4th July, 1873, at 2 o'clock. A twenty-one years' Corporation lease of allotment 5 (now survey), of section 32, block 6, High street, Dunedin; premises presently occupied by Messrs Bing, Harris, and Co., and having a frontage to High street of 66 feet 6½ inches. (5, 68, 174, 138)
mens-price-list (335, 298, 492, 418)
item-price: 45s 0d (634, 196, 654, 206)
ad-sub: SATURDAY, 12th JULY. At 12 o'clock. (29, 441, 150, 450)
ad-sub: THE CITIZENS' ROLL — YEAR 1873-4. (971, 57, 1103, 67)
item-name: Lambswool Drawers (497, 331, 560, 341)
medical-ad (965, 530, 1109, 709)
item-name: Dress Shirts (from fronts) (335, 383, 412, 393)
advertisement (500, 591, 654, 735)
item-price: 37s 6d (634, 110, 654, 120)
item-price: 0 9 (644, 408, 654, 418)
director-name: James Brown, Esq. (856, 820, 913, 830)
ad-sign: PERCIVAL, Optician, George st., Dunedin. (45, 1080, 174, 1090)
ad-sub: SOLICITORS: (861, 916, 908, 926)
item-name: Youths' Colonial Tweed Suits, our own make (335, 231, 469, 241)
ad-body: New Season's Tea in half-chests and boxes. Brown and white crystals. Oilmen's Stores — a large assortment. Brandy — Renault's and Loriville's, bulk and case. Whisky — Begg's celebrated Lochnagar, bulk and case. Wines — Port and Sherry, low and medium, Californian and Adelaide, case and bulk. Ginger Wine — Thomson's and Hoddle's, case and bulk. Hops — New Kent, prime sample. Cocoa and Chocolate — Fry and Son's. Biscuits — Middlemass's, Aibert, and Argyle. Soap — Steele's Fancy, and Colonial. Tobacco Pipes — M'Dougall's, Glasgow make. Varnishes — Noble's and Hoare's, Harland's and Price's. Cornsacks, Woolpacks, Twine, Sheep Nets. Printing Ink — Shackell and Edward's. Pianos — Ralph, Allison, and Sons'. Iron Bedsteads, Cots, Avery's Weighing Machines, Cutlery, Nails, &c. Resin, Soda Crystals, Caustic Soda, &c., &c. (665, 1064, 804, 1238)
section-heading: PUBLIC NOTICES. (5, 826, 174, 839)
ad-body: FLEMING AND HEDLEY have received instructions from Nicholas Sims, Esq., to sell by public auction, at the Stores, Tyne street, That very desirable property known as "FINN VALLEY FARM," being Secs. 38, 39, 40, 41, 42, Block VIII., and containing by admeasurement 458 acres, 1 rood, as shewn on the record map. The improvements consist of a dwelling-house (brick) of seven apartments, a six-stalled stable, and other outhouses. There are about 250 acres under cultivation, and subdivided into five paddocks, round which are good fences. The remainder of the land is in its natural state, and all good except the back boundary. The property is very pleasantly situated, adjoining Messrs Moulove's, Barraclough's, and Hassell's. There is a never-failing stream of water running through the property, and a rare spring within a few yards of the House. The Prince Alfred Coal Pit is only two miles from the homestead, where good coal can be got at 10s per ton. All the land can be easily ploughed and laid down in grass. The soil is excellent, so intending purchasers must admit to their inspect it. The current lease expires on the 30th June, 1874. As a further inducement, the purchaser shall receive six months' rent in advance on the 21st July next. * * The Auctioneers would draw attention to the increasing value of properties in the neighbourhood and would recommend capitalists to this very safe investment. For full information apply to (5, 451, 174, 693)
victoria-insurance-ad (815, 458, 954, 624)
ad-body: MONEY to LEND, on Freehold Security. (815, 108, 939, 118)
column-merchandise (660, 24, 810, 1664)
section-heading: UPHOLSTERERS, &C. (500, 576, 654, 589)
section-heading: SALES BY AUCTION. (5, 26, 174, 39)
section-heading: DRAPERY. (335, 26, 654, 39)
director-name: William Fraser, Esq. (854, 845, 915, 855)
director-name: T. M. Wilkinson, Esq. (852, 897, 917, 907)
advertisement (815, 55, 954, 105)
ad-sign: WM. BROWN & CO., High street. (852, 118, 954, 128)
advertisement (815, 396, 954, 439)
item-price: 5 6 (482, 383, 492, 393)
to-let-ad: TO LET or SELL, Store and Dwelling, corner Cargill street and Filleul street. Apply Mr Webb, Paperhanger, Moray Place. (965, 478, 1109, 511)
ad-sign: J. M. MASSEY, Town Clerk. (1026, 190, 1109, 200)
